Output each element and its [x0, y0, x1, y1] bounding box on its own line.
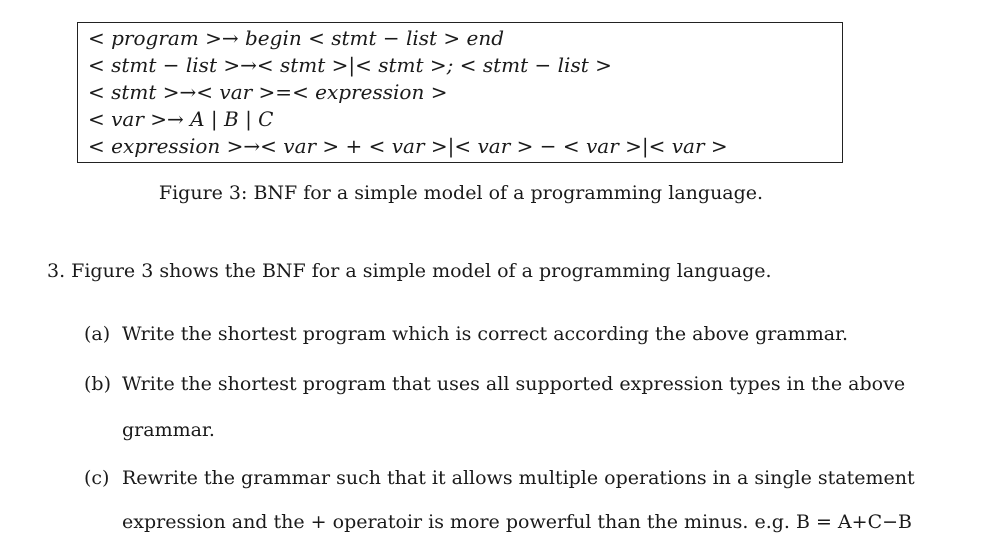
figure-caption: Figure 3: BNF for a simple model of a programming language.	[158, 182, 764, 204]
bnf-figure-box	[77, 22, 843, 163]
bnf-rule-stmt: < stmt >→< var >=< expression >	[88, 80, 448, 104]
part-c-text-line2: expression and the + operatoir is more powerful than the minus. e.g. B = A+C−B	[122, 511, 912, 533]
part-a-label: (a)	[84, 323, 111, 345]
question-part-c	[84, 467, 915, 489]
part-b-label: (b)	[84, 373, 111, 395]
bnf-rule-stmt-list: < stmt − list >→< stmt >|< stmt >; < stmt − list >	[88, 53, 612, 77]
question-part-a	[84, 323, 848, 345]
part-b-text-line1: Write the shortest program that uses all supported expression types in the above	[122, 373, 906, 395]
bnf-rule-expression: < expression >→< var > + < var >|< var > − < var >|< var >	[88, 134, 728, 158]
bnf-rule-program: < program >→ begin < stmt − list > end	[88, 26, 505, 50]
part-a-text: Write the shortest program which is correct according the above grammar.	[122, 323, 849, 345]
part-b-text-line2: grammar.	[122, 419, 215, 441]
question-part-b	[84, 373, 905, 395]
question-3-text: 3. Figure 3 shows the BNF for a simple model of a programming language.	[47, 260, 772, 282]
part-c-label: (c)	[84, 467, 110, 489]
part-c-text-line1: Rewrite the grammar such that it allows multiple operations in a single statement	[122, 467, 915, 489]
bnf-rule-var: < var >→ A | B | C	[88, 107, 274, 131]
